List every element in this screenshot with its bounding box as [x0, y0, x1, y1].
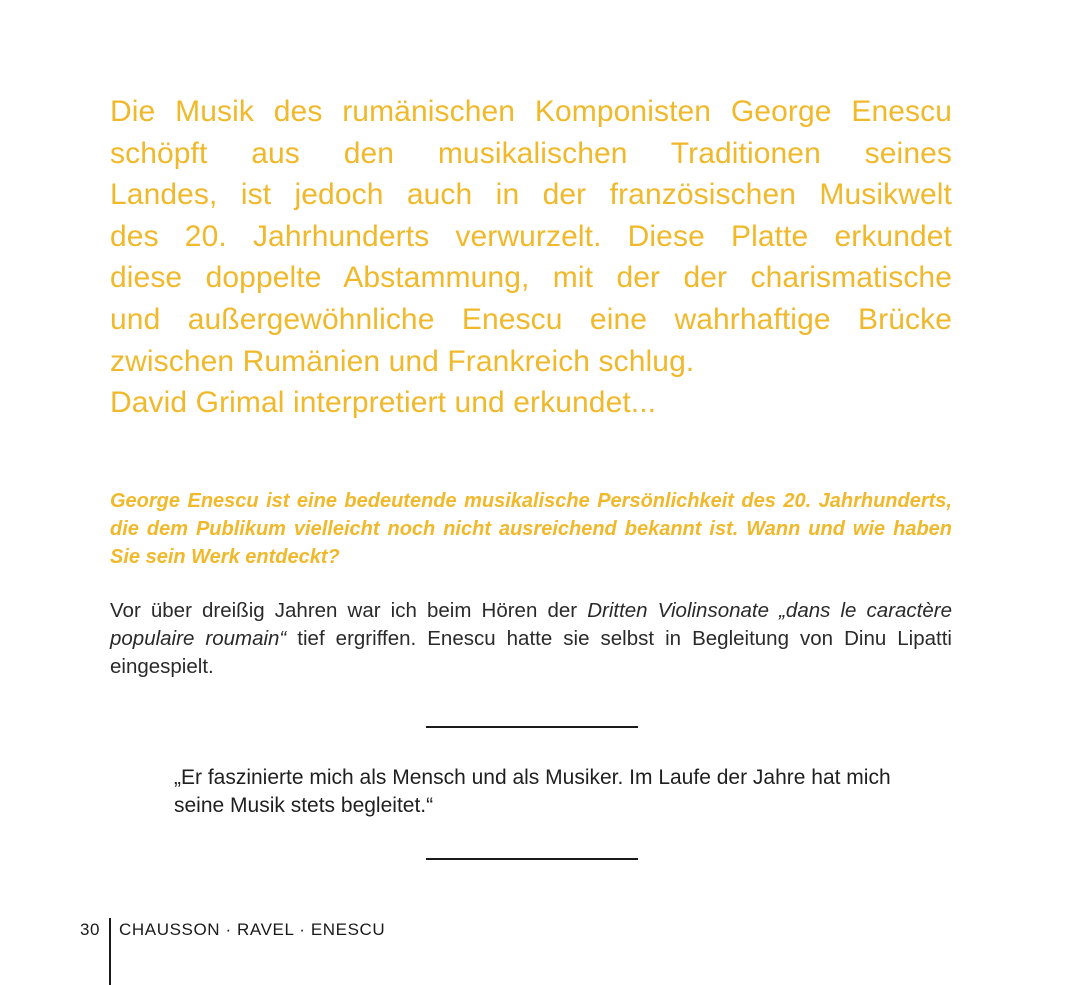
quote-divider-top — [426, 726, 638, 728]
footer-divider — [109, 918, 111, 985]
answer-text-before: Vor über dreißig Jahren war ich beim Hören der — [110, 599, 588, 622]
pull-quote: „Er faszinierte mich als Mensch und als Musiker. Im Laufe der Jahre hat mich seine Musik stets begleitet.“ — [174, 766, 891, 817]
intro-line: des 20. Jahrhunderts verwurzelt. Diese Platte erkundet — [110, 219, 952, 253]
intro-line: und außergewöhnliche Enescu eine wahrhaftige Brücke — [110, 302, 952, 336]
page-number: 30 — [80, 920, 100, 939]
intro-line: Die Musik des rumänischen Komponisten George Enescu — [110, 95, 952, 128]
running-head: CHAUSSON · RAVEL · ENESCU — [119, 920, 386, 939]
interview-answer — [110, 597, 952, 681]
answer-text-after: tief ergriffen. Enescu hatte sie selbst in Begleitung von Dinu Lipatti eingespielt. — [110, 627, 952, 678]
interview-question: George Enescu ist eine bedeutende musikalische Persönlichkeit des 20. Jahrhunderts, die dem Publikum vielleicht noch nicht ausreichend bekannt ist. Wann und wie haben Sie sein Werk entdeckt? — [110, 490, 952, 568]
intro-paragraph — [110, 91, 952, 424]
intro-line: schöpft aus den musikalischen Traditionen seines — [110, 136, 952, 170]
intro-line: David Grimal interpretiert und erkundet... — [110, 386, 657, 420]
quote-divider-bottom — [426, 858, 638, 860]
intro-line: diese doppelte Abstammung, mit der der charismatische — [110, 261, 952, 295]
work-title: Dritten Violinsonate „dans le caractère populaire roumain“ — [110, 599, 952, 650]
intro-line: zwischen Rumänien und Frankreich schlug. — [110, 344, 695, 378]
intro-line: Landes, ist jedoch auch in der französischen Musikwelt — [110, 178, 952, 212]
